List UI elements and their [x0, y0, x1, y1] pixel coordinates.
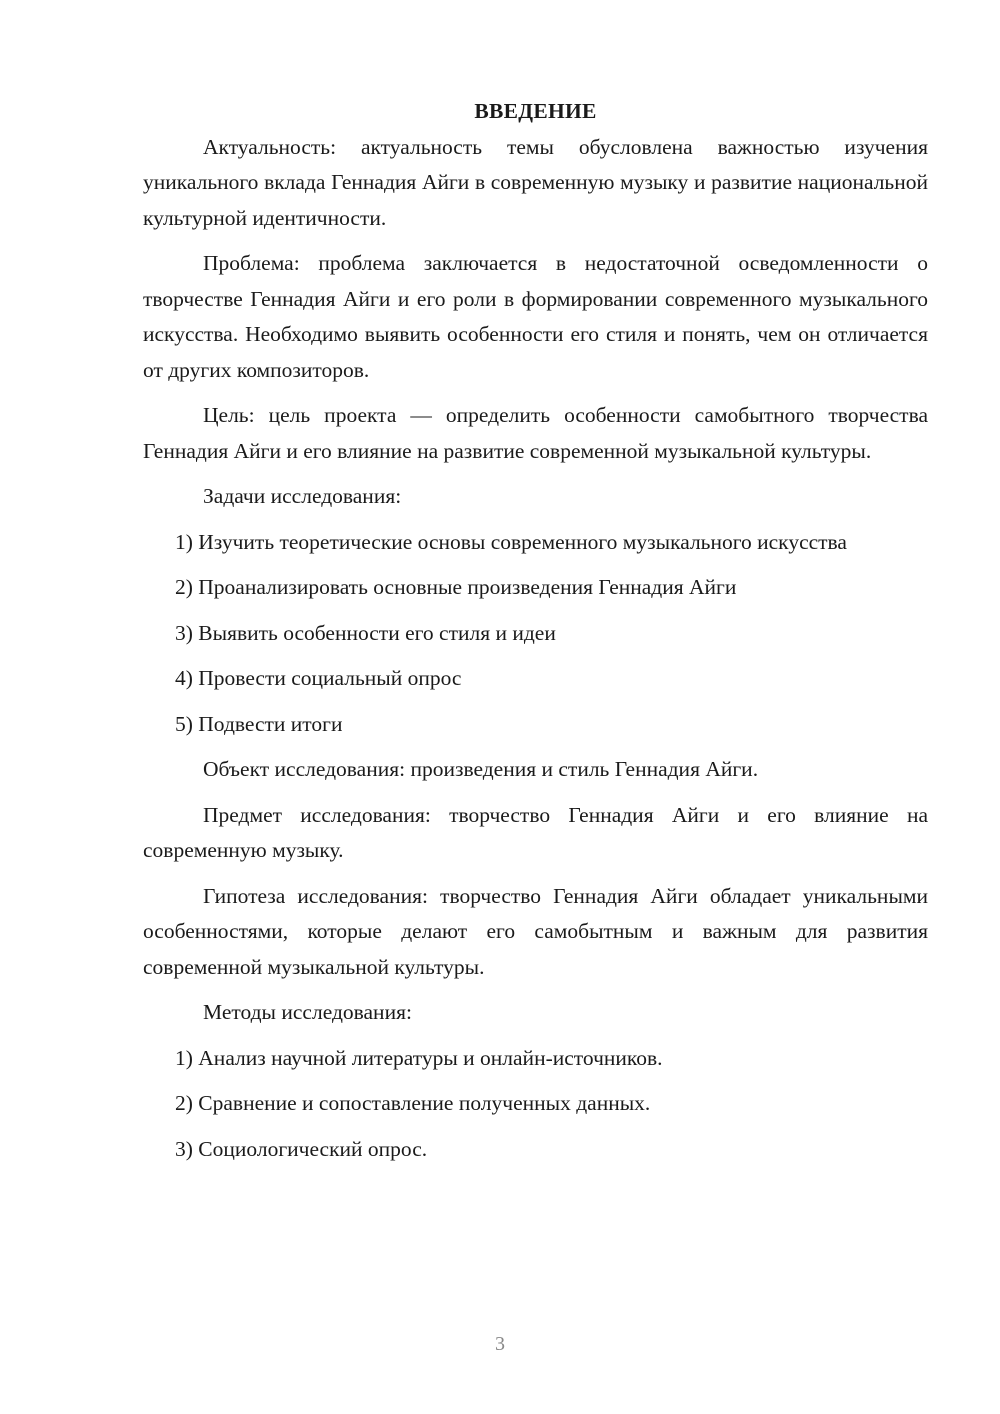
- object-paragraph: Объект исследования: произведения и стиль Геннадия Айги.: [203, 757, 759, 781]
- section-heading: ВВЕДЕНИЕ: [474, 99, 597, 123]
- tasks-heading: Задачи исследования:: [203, 484, 402, 508]
- page-number: 3: [495, 1333, 505, 1355]
- problem-paragraph: Проблема: проблема заключается в недостаточной осведомленности о творчестве Геннадия Айги и его роли в формировании современного музыкального искусства. Необходимо выявить особенности его стиля и понять, чем он отличается от других композиторов.: [143, 251, 928, 382]
- relevance-paragraph: Актуальность: актуальность темы обусловлена важностью изучения уникального вклада Геннадия Айги в современную музыку и развитие национальной культурной идентичности.: [143, 134, 928, 230]
- task-item: 2) Проанализировать основные произведения Геннадия Айги: [175, 575, 737, 599]
- subject-paragraph: Предмет исследования: творчество Геннадия Айги и его влияние на современную музыку.: [143, 802, 928, 862]
- method-item: 2) Сравнение и сопоставление полученных данных.: [175, 1091, 651, 1115]
- task-item: 4) Провести социальный опрос: [175, 666, 462, 690]
- task-item: 5) Подвести итоги: [175, 711, 343, 736]
- document-page: [143, 94, 928, 1167]
- method-item: 3) Социологический опрос.: [175, 1136, 428, 1161]
- task-item: 3) Выявить особенности его стиля и идеи: [175, 620, 556, 645]
- method-item: 1) Анализ научной литературы и онлайн-источников.: [175, 1045, 663, 1070]
- hypothesis-paragraph: Гипотеза исследования: творчество Геннадия Айги обладает уникальными особенностями, которые делают его самобытным и важным для развития современной музыкальной культуры.: [143, 883, 928, 979]
- methods-heading: Методы исследования:: [203, 1000, 412, 1024]
- goal-paragraph: Цель: цель проекта — определить особенности самобытного творчества Геннадия Айги и его влияние на развитие современной музыкальной культуры.: [143, 403, 928, 463]
- task-item: 1) Изучить теоретические основы современного музыкального искусства: [175, 529, 847, 554]
